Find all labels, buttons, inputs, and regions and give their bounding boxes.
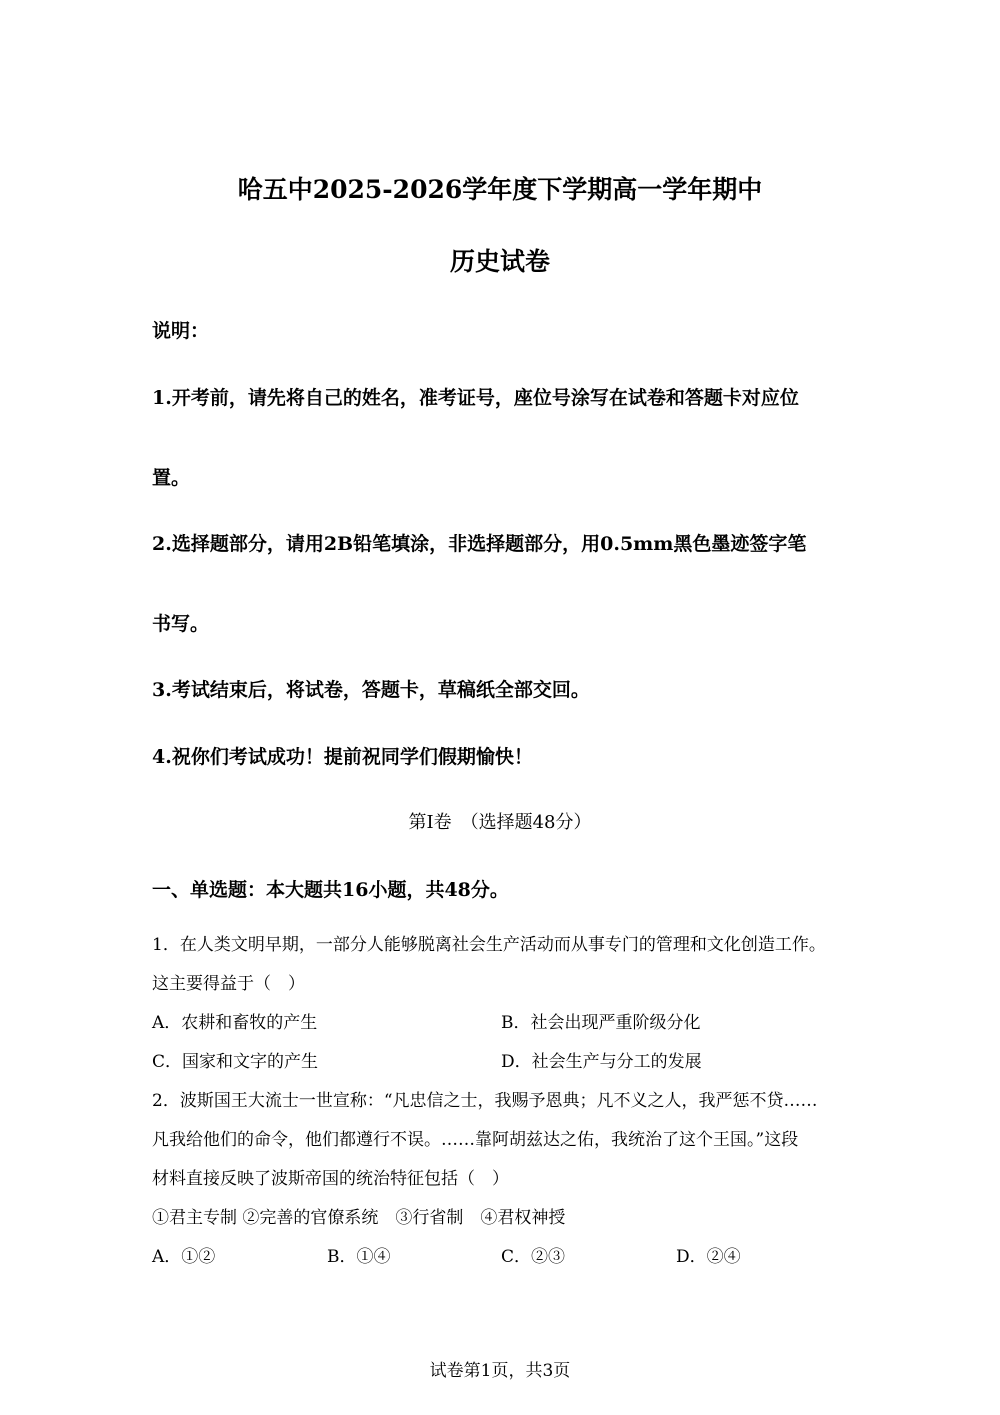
question-1-option-c: C．国家和文字的产生 [152, 1052, 319, 1072]
question-2-option-c: C．②③ [501, 1247, 566, 1267]
page-footer: 试卷第1页，共3页 [429, 1361, 571, 1381]
instruction-line-1: 1.开考前，请先将自己的姓名，准考证号，座位号涂写在试卷和答题卡对应位 [152, 387, 799, 409]
question-2-option-d: D．②④ [676, 1247, 741, 1267]
question-1-option-a: A．农耕和畜牧的产生 [152, 1013, 318, 1033]
exam-subtitle: 历史试卷 [449, 247, 550, 276]
instruction-line-2: 置。 [152, 467, 191, 489]
question-2-stem-line-1: 2．波斯国王大流士一世宣称：“凡忠信之士，我赐予恩典；凡不义之人，我严惩不贷…… [152, 1091, 818, 1111]
question-2-statements: ①君主专制 ②完善的官僚系统 ③行省制 ④君权神授 [152, 1208, 566, 1228]
question-2-stem-line-2: 凡我给他们的命令，他们都遵行不误。……靠阿胡兹达之佑，我统治了这个王国。”这段 [152, 1130, 799, 1150]
question-2-stem-line-3: 材料直接反映了波斯帝国的统治特征包括（ ） [152, 1169, 509, 1189]
question-2-option-a: A．①② [152, 1247, 216, 1267]
instruction-line-4: 书写。 [152, 613, 210, 635]
question-1-stem-line-2: 这主要得益于（ ） [152, 974, 305, 994]
instruction-line-3: 2.选择题部分，请用2B铅笔填涂，非选择题部分，用0.5mm黑色墨迹签字笔 [152, 533, 807, 555]
instruction-line-5: 3.考试结束后，将试卷，答题卡，草稿纸全部交回。 [152, 679, 590, 701]
question-2-option-b: B．①④ [327, 1247, 391, 1267]
question-1-option-b: B．社会出现严重阶级分化 [501, 1013, 701, 1033]
instruction-line-6: 4.祝你们考试成功！提前祝同学们假期愉快！ [152, 746, 533, 768]
exam-title: 哈五中2025-2026学年度下学期高一学年期中 [237, 175, 763, 204]
question-1-option-d: D．社会生产与分工的发展 [501, 1052, 702, 1072]
section-title: 一、单选题：本大题共16小题，共48分。 [152, 879, 509, 901]
part-title: 第Ⅰ卷 （选择题48分） [408, 812, 592, 833]
instructions-heading: 说明： [152, 320, 210, 342]
question-1-stem-line-1: 1．在人类文明早期，一部分人能够脱离社会生产活动而从事专门的管理和文化创造工作。 [152, 935, 826, 955]
